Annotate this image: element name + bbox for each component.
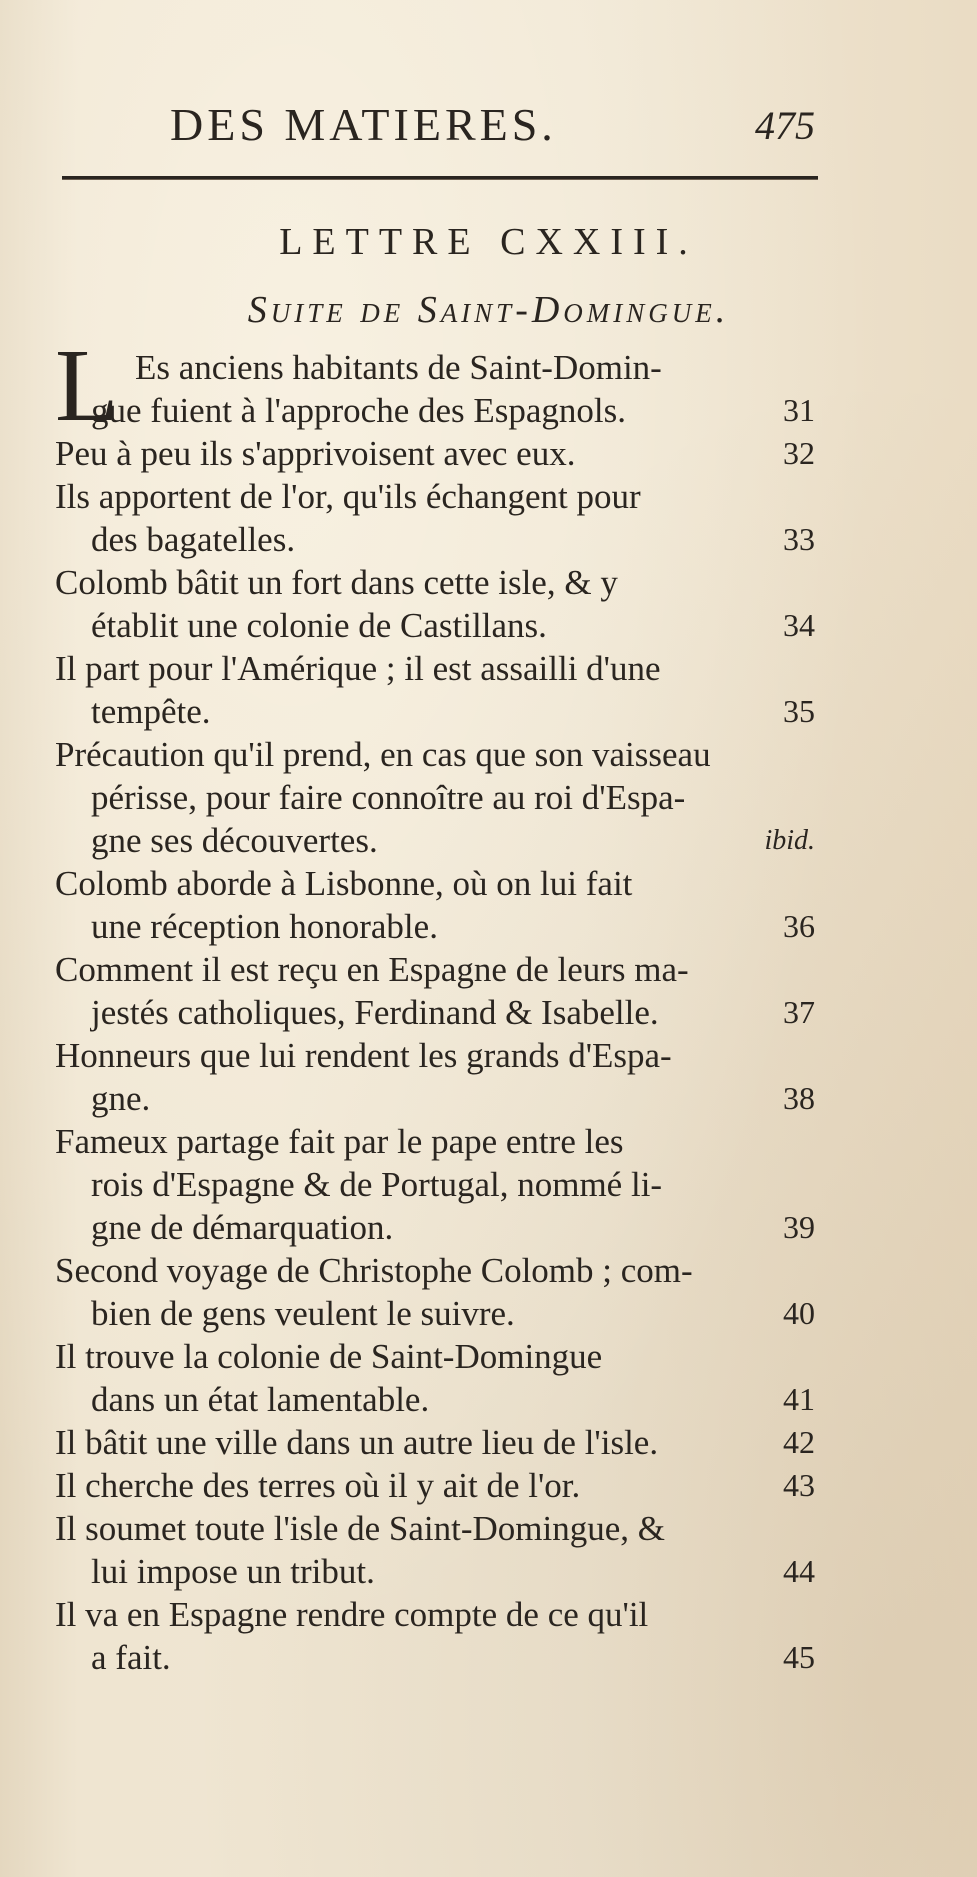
toc-page-number: 37 [783,994,815,1030]
toc-page-number: 35 [783,693,815,729]
toc-entry-line: périsse, pour faire connoître au roi d'Espa- [91,778,686,817]
toc-entry-line: lui impose un tribut. [91,1552,375,1591]
toc-entry [55,561,815,647]
toc-entry [55,1421,815,1464]
toc-entry-line: Il trouve la colonie de Saint-Domingue [55,1337,603,1376]
toc-page-number: 43 [783,1467,815,1503]
toc-entry-line: des bagatelles. [91,520,296,559]
toc-entry-line: Colomb aborde à Lisbonne, où on lui fait [55,864,633,903]
letter-subtitle: Suite de Saint-Domingue. [247,289,730,331]
toc-entry [55,1034,815,1120]
toc-entry-line: Il va en Espagne rendre compte de ce qu'il [55,1595,649,1634]
toc-entry-line: Colomb bâtit un fort dans cette isle, & y [55,563,618,602]
toc-entry-line: gue fuient à l'approche des Espagnols. [91,391,627,430]
toc-page-number: 40 [783,1295,815,1331]
toc-entry-line: jestés catholiques, Ferdinand & Isabelle. [91,993,659,1032]
toc-entry [55,647,815,733]
toc-entry-line: Ils apportent de l'or, qu'ils échangent pour [55,477,641,516]
header-rule [62,176,818,180]
letter-title: LETTRE CXXIII. [279,221,698,263]
toc-entry-line: Il soumet toute l'isle de Saint-Domingue, & [55,1509,665,1548]
toc-entry-line: établit une colonie de Castillans. [91,606,547,645]
page-number: 475 [755,103,815,148]
toc-entry [55,1593,815,1679]
toc-entry [55,1120,815,1249]
toc-entry-line: Second voyage de Christophe Colomb ; com- [55,1251,693,1290]
drop-cap: L [55,328,119,443]
toc-entry-line: Comment il est reçu en Espagne de leurs ma- [55,950,689,989]
toc-entry-line: Il cherche des terres où il y ait de l'or. [55,1466,581,1505]
toc-page-number: 39 [783,1209,815,1245]
table-of-contents-entries [55,328,815,1679]
toc-entry [55,733,815,862]
toc-entry [55,432,815,475]
toc-entry-line: Peu à peu ils s'apprivoisent avec eux. [55,434,576,473]
toc-entry [55,1249,815,1335]
toc-entry-line: a fait. [91,1638,171,1677]
toc-page-number: 31 [783,392,815,428]
toc-entry-line: gne ses découvertes. [91,821,378,860]
toc-entry-line: gne. [91,1079,151,1118]
toc-entry-line: gne de démarquation. [91,1208,394,1247]
toc-page-number: ibid. [764,825,815,856]
page-header [55,98,815,158]
toc-entry-line: dans un état lamentable. [91,1380,430,1419]
toc-page-number: 38 [783,1080,815,1116]
toc-entry-line: Fameux partage fait par le pape entre les [55,1122,624,1161]
toc-entry [55,328,815,443]
toc-entry-line: bien de gens veulent le suivre. [91,1294,515,1333]
toc-page-number: 33 [783,521,815,557]
toc-entry [55,1507,815,1593]
toc-page-number: 44 [783,1553,815,1589]
toc-entry [55,1335,815,1421]
toc-entry [55,948,815,1034]
toc-page-number: 36 [783,908,815,944]
toc-page-number: 34 [783,607,815,643]
toc-entry-line: tempête. [91,692,211,731]
toc-entry-line: Il part pour l'Amérique ; il est assailli d'une [55,649,661,688]
toc-entry-line: Précaution qu'il prend, en cas que son vaisseau [55,735,711,774]
running-title: DES MATIERES. [170,99,557,150]
toc-page-number: 45 [783,1639,815,1675]
toc-page-number: 32 [783,435,815,471]
toc-entry-line: Es anciens habitants de Saint-Domin- [135,348,662,387]
toc-entry-line: Honneurs que lui rendent les grands d'Espa- [55,1036,672,1075]
toc-entry [55,475,815,561]
toc-entry-line: une réception honorable. [91,907,438,946]
toc-page-number: 42 [783,1424,815,1460]
toc-entry-line: Il bâtit une ville dans un autre lieu de l'isle. [55,1423,659,1462]
toc-entry [55,862,815,948]
toc-entry-line: rois d'Espagne & de Portugal, nommé li- [91,1165,663,1204]
toc-page-number: 41 [783,1381,815,1417]
toc-entry [55,1464,815,1507]
